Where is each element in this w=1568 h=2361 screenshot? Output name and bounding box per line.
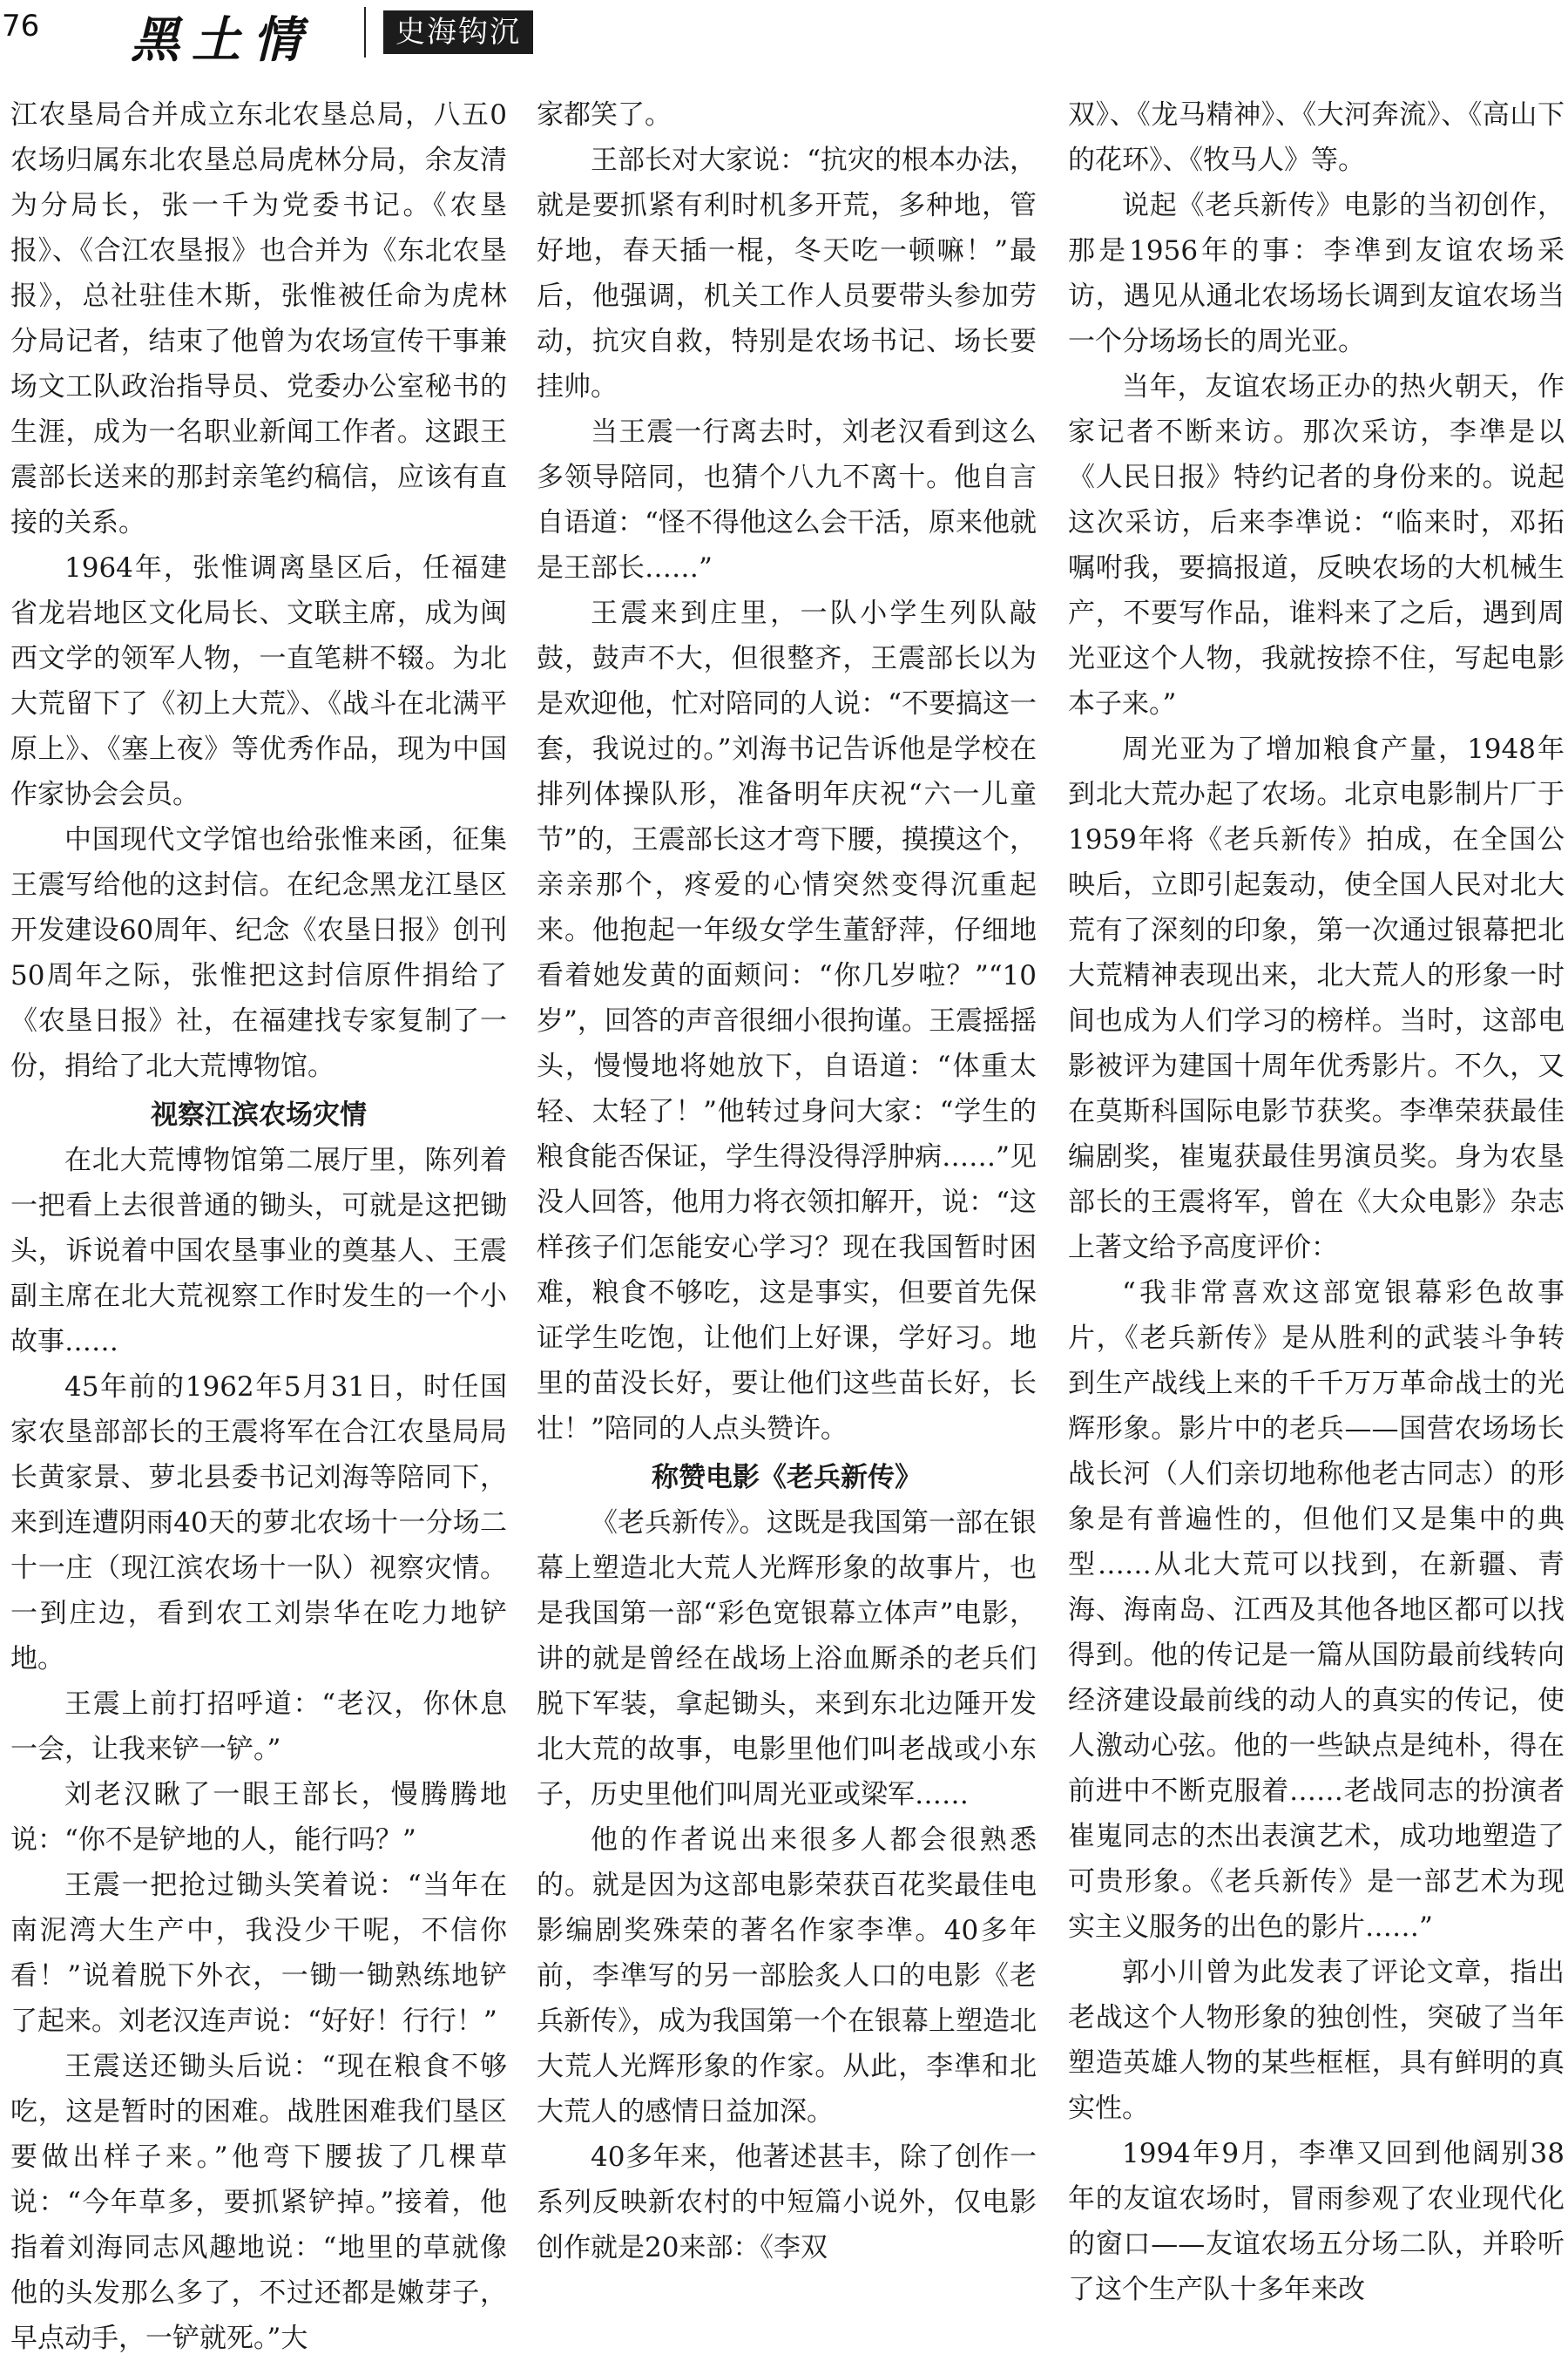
paragraph: 家都笑了。 <box>537 99 672 131</box>
page-header <box>0 0 1568 68</box>
paragraph: 周光亚为了增加粮食产量，1948年到北大荒办起了农场。北京电影制片厂于1959年将《老兵新传》拍成，在全国公映后，立即引起轰动，使全国人民对北大荒有了深刻的印象，第一次通过银幕把北大荒精神表现出来，北大荒人的形象一时间也成为人们学习的榜样。当时，这部电影被评为建国十周年优秀影片。不久，又在莫斯科国际电影节获奖。李凖荣获最佳编剧奖，崔嵬获最佳男演员奖。身为农垦部长的王震将军，曾在《大众电影》杂志上著文给予高度评价： <box>1068 734 1565 1263</box>
paragraph: 王震来到庄里，一队小学生列队敲鼓，鼓声不大，但很整齐，王震部长以为是欢迎他，忙对陪同的人说：“不要搞这一套，我说过的。”刘海书记告诉他是学校在排列体操队形，准备明年庆祝“六一儿童节”的，王震部长这才弯下腰，摸摸这个，亲亲那个，疼爱的心情突然变得沉重起来。他抱起一年级女学生董舒萍，仔细地看着她发黄的面颊问：“你几岁啦？”“10岁”，回答的声音很细小很拘谨。王震摇摇头，慢慢地将她放下，自语道：“体重太轻、太轻了！”他转过身问大家：“学生的粮食能否保证，学生得没得浮肿病……”见没人回答，他用力将衣领扣解开，说：“这样孩子们怎能安心学习？现在我国暂时困难，粮食不够吃，这是事实，但要首先保证学生吃饱，让他们上好课，学好习。地里的苗没长好，要让他们这些苗长好，长壮！”陪同的人点头赞许。 <box>537 598 1037 1444</box>
paragraph: 当年，友谊农场正办的热火朝天，作家记者不断来访。那次采访，李凖是以《人民日报》特约记者的身份来的。说起这次采访，后来李凖说：“临来时，邓拓嘱咐我，要搞报道，反映农场的大机械生产，不要写作品，谁料来了之后，遇到周光亚这个人物，我就按捺不住，写起电影本子来。” <box>1068 371 1565 720</box>
paragraph: 当王震一行离去时，刘老汉看到这么多领导陪同，也猜个八九不离十。他自言自语道：“怪不得他这么会干活，原来他就是王部长……” <box>537 416 1037 584</box>
paragraph: “我非常喜欢这部宽银幕彩色故事片，《老兵新传》是从胜利的武装斗争转到生产战线上来的千千万万革命战士的光辉形象。影片中的老兵——国营农场场长战长河（人们亲切地称他老古同志）的形象是有普遍性的，但他们又是集中的典型……从北大荒可以找到，在新疆、青海、海南岛、江西及其他各地区都可以找得到。他的传记是一篇从国防最前线转向经济建设最前线的动人的真实的传记，使人激动心弦。他的一些缺点是纯朴，得在前进中不断克服着……老战同志的扮演者崔嵬同志的杰出表演艺术，成功地塑造了可贵形象。《老兵新传》是一部艺术为现实主义服务的出色的影片……” <box>1068 1277 1565 1943</box>
section-heading: 称赞电影《老兵新传》 <box>652 1462 922 1493</box>
paragraph: 王震一把抢过锄头笑着说：“当年在南泥湾大生产中，我没少干呢，不信你看！”说着脱下外衣，一锄一锄熟练地铲了起来。刘老汉连声说：“好好！行行！” <box>10 1870 507 2037</box>
paragraph: 《老兵新传》。这既是我国第一部在银幕上塑造北大荒人光辉形象的故事片，也是我国第一部“彩色宽银幕立体声”电影，讲的就是曾经在战场上浴血厮杀的老兵们脱下军装，拿起锄头，来到东北边陲开发北大荒的故事，电影里他们叫老战或小东子，历史里他们叫周光亚或梁军…… <box>537 1507 1037 1810</box>
paragraph: 45年前的1962年5月31日，时任国家农垦部部长的王震将军在合江农垦局局长黄家景、萝北县委书记刘海等陪同下，来到连遭阴雨40天的萝北农场十一分场二十一庄（现江滨农场十一队）视察灾情。一到庄边，看到农工刘崇华在吃力地铲地。 <box>10 1371 507 1674</box>
section-tag: 史海钩沉 <box>383 10 533 54</box>
paragraph: 王部长对大家说：“抗灾的根本办法，就是要抓紧有利时机多开荒，多种地，管好地，春天插一棍，冬天吃一顿嘛！”最后，他强调，机关工作人员要带头参加劳动，抗灾自救，特别是农场书记、场长要挂帅。 <box>537 145 1037 403</box>
paragraph: 1964年，张惟调离垦区后，任福建省龙岩地区文化局长、文联主席，成为闽西文学的领军人物，一直笔耕不辍。为北大荒留下了《初上大荒》、《战斗在北满平原上》、《塞上夜》等优秀作品，现为中国作家协会会员。 <box>10 552 507 810</box>
paragraph: 郭小川曾为此发表了评论文章，指出老战这个人物形象的独创性，突破了当年塑造英雄人物的某些框框，具有鲜明的真实性。 <box>1068 1957 1565 2124</box>
magazine-title: 黑土情 <box>131 11 314 69</box>
paragraph: 刘老汉瞅了一眼王部长，慢腾腾地说：“你不是铲地的人，能行吗？” <box>10 1779 507 1856</box>
paragraph: 在北大荒博物馆第二展厅里，陈列着一把看上去很普通的锄头，可就是这把锄头，诉说着中国农垦事业的奠基人、王震副主席在北大荒视察工作时发生的一个小故事…… <box>10 1145 507 1357</box>
paragraph: 王震上前打招呼道：“老汉，你休息一会，让我来铲一铲。” <box>10 1688 507 1765</box>
paragraph: 40多年来，他著述甚丰，除了创作一系列反映新农村的中短篇小说外，仅电影创作就是20来部：《李双 <box>537 2141 1037 2263</box>
article-column-2 <box>537 92 1037 2263</box>
paragraph: 他的作者说出来很多人都会很熟悉的。就是因为这部电影荣获百花奖最佳电影编剧奖殊荣的著名作家李凖。40多年前，李凖写的另一部脍炙人口的电影《老兵新传》，成为我国第一个在银幕上塑造北大荒人光辉形象的作家。从此，李凖和北大荒人的感情日益加深。 <box>537 1824 1037 2128</box>
paragraph: 中国现代文学馆也给张惟来函，征集王震写给他的这封信。在纪念黑龙江垦区开发建设60周年、纪念《农垦日报》创刊50周年之际，张惟把这封信原件捐给了《农垦日报》社，在福建找专家复制了一份，捐给了北大荒博物馆。 <box>10 824 507 1082</box>
article-column-3 <box>1068 92 1565 2305</box>
paragraph: 王震送还锄头后说：“现在粮食不够吃，这是暂时的困难。战胜困难我们垦区要做出样子来。”他弯下腰拔了几棵草说：“今年草多，要抓紧铲掉。”接着，他指着刘海同志风趣地说：“地里的草就像他的头发那么多了，不过还都是嫩芽子，早点动手，一铲就死。”大 <box>10 2051 507 2354</box>
article-column-1 <box>10 92 507 2354</box>
page-number: 76 <box>2 9 40 44</box>
paragraph: 1994年9月，李凖又回到他阔别38年的友谊农场时，冒雨参观了农业现代化的窗口——友谊农场五分场二队，并聆听了这个生产队十多年来改 <box>1068 2138 1565 2305</box>
paragraph: 说起《老兵新传》电影的当初创作，那是1956年的事：李凖到友谊农场采访，遇见从通北农场场长调到友谊农场当一个分场场长的周光亚。 <box>1068 190 1565 357</box>
paragraph: 江农垦局合并成立东北农垦总局，八五0农场归属东北农垦总局虎林分局，余友清为分局长，张一千为党委书记。《农垦报》、《合江农垦报》也合并为《东北农垦报》，总社驻佳木斯，张惟被任命为虎林分局记者，结束了他曾为农场宣传干事兼场文工队政治指导员、党委办公室秘书的生涯，成为一名职业新闻工作者。这跟王震部长送来的那封亲笔约稿信，应该有直接的关系。 <box>10 99 507 538</box>
header-divider <box>364 7 366 58</box>
paragraph: 双》、《龙马精神》、《大河奔流》、《高山下的花环》、《牧马人》等。 <box>1068 99 1565 176</box>
section-heading: 视察江滨农场灾情 <box>151 1099 367 1131</box>
